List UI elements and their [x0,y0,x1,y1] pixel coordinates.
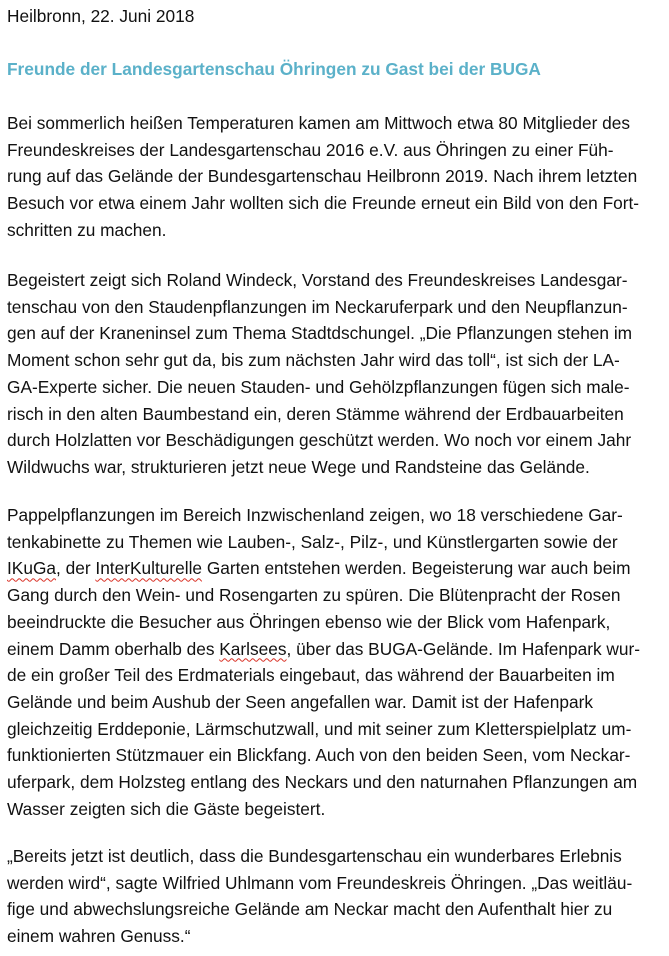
spellcheck-word[interactable]: Karlsees [219,638,287,659]
text-line: einem wahren Genuss.“ [7,926,191,947]
text-line: Pappelpflanzungen im Bereich Inzwischenland zeigen, wo 18 verschiedene Gar- [7,505,623,525]
text-line: Begeistert zeigt sich Roland Windeck, Vorstand des Freundeskreises Landesgar- [7,270,628,290]
text-line: uferpark, dem Holzsteg entlang des Neckars und den naturnahen Pflanzungen am [7,772,638,792]
text-line: Wildwuchs war, strukturieren jetzt neue Wege und Randsteine das Gelände. [7,456,590,477]
text-line: Freundeskreises der Landesgartenschau 2016 e.V. aus Öhringen zu einer Füh- [7,139,614,160]
spellcheck-word[interactable]: InterKulturelle [95,558,203,579]
text-line: gleichzeitig Erddeponie, Lärmschutzwall, und mit seiner zum Kletterspielplatz um- [7,718,632,739]
text-line: Wasser zeigten sich die Gäste begeistert. [7,798,326,819]
text-line: GA-Experte sicher. Die neuen Stauden- und Gehölzpflanzungen fügen sich male- [7,376,630,397]
text-line: durch Holzlatten vor Beschädigungen geschützt werden. Wo noch vor einem Jahr [7,430,632,451]
text-line: fige und abwechslungsreiche Gelände am Neckar macht den Aufenthalt hier zu [7,899,613,920]
text-line: de ein großer Teil des Erdmaterials eingebaut, das während der Bauarbeiten im [7,665,615,686]
text-line: Moment schon sehr gut da, bis zum nächsten Jahr wird das toll“, ist sich der LA- [7,350,620,371]
text-line: rung auf das Gelände der Bundesgartenschau Heilbronn 2019. Nach ihrem letzten [7,166,638,187]
text-line: einem Damm oberhalb des Karlsees, über das BUGA-Gelände. Im Hafenpark wur- [7,638,640,659]
text-line: Besuch vor etwa einem Jahr wollten sich die Freunde erneut ein Bild von den Fort- [7,193,640,214]
spellcheck-word[interactable]: IKuGa [7,558,56,579]
dateline: Heilbronn, 22. Juni 2018 [7,6,195,26]
text-line: tenschau von den Staudenpflanzungen im Neckaruferpark und den Neupflanzun- [7,296,628,317]
text-line: werden wird“, sagte Wilfried Uhlmann vom Freundeskreis Öhringen. „Das weitläu- [7,872,633,893]
text-line: funktionierten Stützmauer ein Blickfang. Auch von den beiden Seen, vom Neckar- [7,745,631,766]
text-line: gen auf der Kraneninsel zum Thema Stadtdschungel. „Die Pflanzungen stehen im [7,323,633,344]
text-line: beeindruckte die Besucher aus Öhringen ebenso wie der Blick vom Hafenpark, [7,611,611,632]
text-line: schritten zu machen. [7,219,167,240]
text-line: „Bereits jetzt ist deutlich, dass die Bundesgartenschau ein wunderbares Erlebnis [7,846,622,866]
text-line: Gang durch den Wein- und Rosengarten zu spüren. Die Blütenpracht der Rosen [7,585,621,606]
text-line: Bei sommerlich heißen Temperaturen kamen am Mittwoch etwa 80 Mitglieder des [7,113,631,133]
text-line: IKuGa, der InterKulturelle Garten entstehen werden. Begeisterung war auch beim [7,558,631,579]
text-line: Gelände und beim Aushub der Seen angefallen war. Damit ist der Hafenpark [7,691,594,712]
headline: Freunde der Landesgartenschau Öhringen zu Gast bei der BUGA [7,59,541,79]
text-line: tenkabinette zu Themen wie Lauben-, Salz-, Pilz-, und Künstlergarten sowie der [7,531,618,552]
text-line: risch in den alten Baumbestand ein, deren Stämme während der Erdbauarbeiten [7,403,624,424]
